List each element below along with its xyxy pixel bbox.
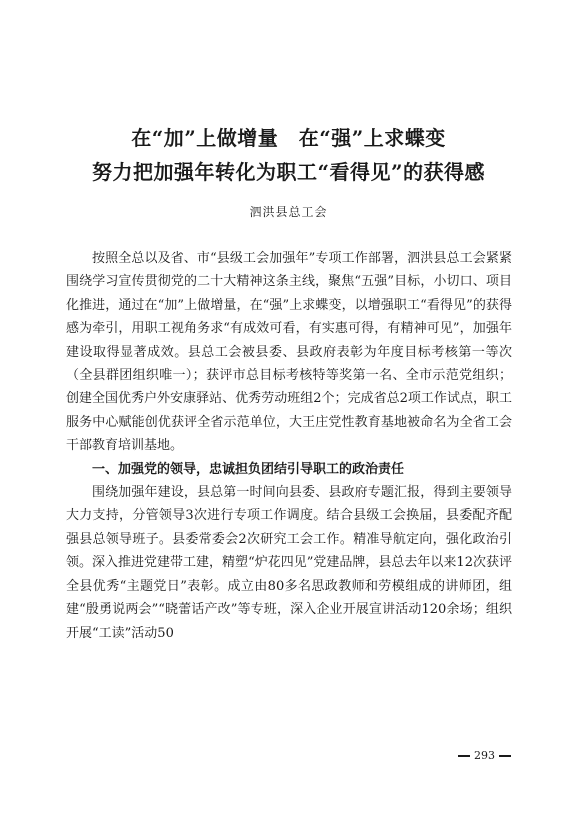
paragraph: 围绕加强年建设，县总第一时间向县委、县政府专题汇报，得到主要领导大力支持，分管领导3次进行专项工作调度。结合县级工会换届，县委配齐配强县总领导班子。县委常委会2次研究工会工作。精准导航定向，强化政治引领。深入推进党建带工建，精塑“炉花四见”党建品牌，县总去年以来12次获评全县优秀“主题党日”表彰。成立由80多名思政教师和劳模组成的讲师团，组建“殷勇说两会”“晓蕾话产改”等专班，深入企业开展宣讲活动120余场；组织开展“工读”活动50 [66,485,512,641]
dash-left [458,755,470,757]
page-footer [458,749,511,762]
page-number: 293 [474,749,495,762]
title-line-2: 努力把加强年转化为职工“看得见”的获得感 [91,160,485,184]
paragraph: 按照全总以及省、市“县级工会加强年”专项工作部署，泗洪县总工会紧紧围绕学习宣传贯彻党的二十大精神这条主线，聚焦“五强”目标，小切口、项目化推进，通过在“加”上做增量，在“强”上求蝶变，以增强职工“看得见”的获得感为牵引，用职工视角务求“有成效可看，有实惠可得，有精神可见”，加强年建设取得显著成效。县总工会被县委、县政府表彰为年度目标考核第一等次（全县群团组织唯一）；获评市总目标考核特等奖第一名、全市示范党组织；创建全国优秀户外安康驿站、优秀劳动班组2个；完成省总2项工作试点，职工服务中心赋能创优获评全省示范单位，大王庄党性教育基地被命名为全省工会干部教育培训基地。 [66,251,512,454]
article-body [66,247,512,645]
section-heading: 一、加强党的领导，忠诚担负团结引导职工的政治责任 [92,461,405,477]
author: 泗洪县总工会 [249,205,328,219]
title-line-1: 在“加”上做增量 在“强”上求蝶变 [131,126,446,150]
dash-right [499,755,511,757]
